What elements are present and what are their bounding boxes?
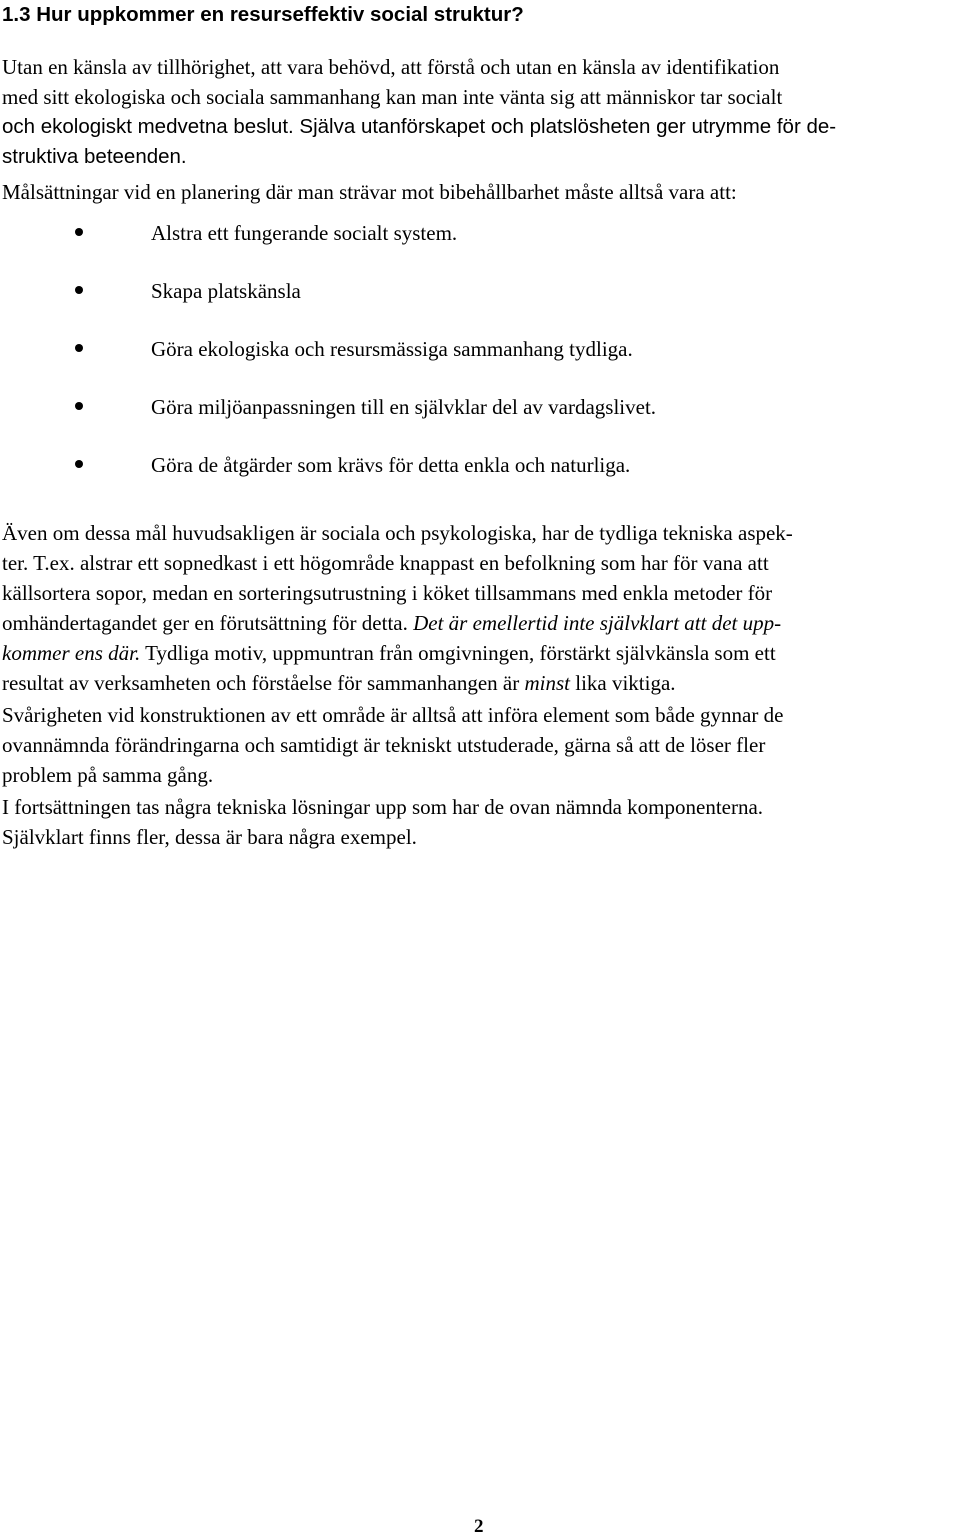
text-line: med sitt ekologiska och sociala sammanhang kan man inte vänta sig att människor tar socialt	[2, 85, 783, 109]
bullet-icon	[75, 402, 83, 410]
text-run: resultat av verksamheten och förståelse för sammanhangen är	[2, 671, 525, 695]
italic-text-run: minst	[524, 671, 570, 695]
text-run: omhändertagandet ger en förutsättning för detta.	[2, 611, 414, 635]
text-line: och ekologiskt medvetna beslut. Själva utanförskapet och platslösheten ger utrymme för de-	[2, 115, 837, 138]
text-line: ter. T.ex. alstrar ett sopnedkast i ett högområde knappast en befolkning som har för vana att	[2, 551, 769, 575]
page-number: 2	[474, 1516, 484, 1537]
text-line: ovannämnda förändringarna och samtidigt är tekniskt utstuderade, gärna så att de löser fler	[2, 733, 766, 757]
list-item	[0, 276, 960, 334]
text-line	[2, 668, 956, 698]
list-item	[0, 450, 960, 508]
bullet-icon	[75, 460, 83, 468]
goals-intro-paragraph	[2, 177, 956, 207]
difficulty-paragraph	[2, 700, 956, 790]
text-line: problem på samma gång.	[2, 763, 214, 787]
text-line: struktiva beteenden.	[2, 145, 187, 168]
list-item-text: Alstra ett fungerande socialt system.	[151, 221, 458, 245]
text-line: Självklart finns fler, dessa är bara några exempel.	[2, 825, 417, 849]
section-heading: 1.3 Hur uppkommer en resurseffektiv social struktur?	[2, 3, 524, 26]
italic-text-run: kommer ens där.	[2, 641, 141, 665]
list-item	[0, 392, 960, 450]
intro-paragraph	[2, 52, 956, 172]
text-line: I fortsättningen tas några tekniska lösningar upp som har de ovan nämnda komponenterna.	[2, 795, 764, 819]
list-item-text: Göra ekologiska och resursmässiga sammanhang tydliga.	[151, 337, 633, 361]
text-run: Tydliga motiv, uppmuntran från omgivningen, förstärkt självkänsla som ett	[140, 641, 776, 665]
list-item-text: Skapa platskänsla	[151, 279, 301, 303]
text-line: Målsättningar vid en planering där man strävar mot bibehållbarhet måste alltså vara att:	[2, 180, 737, 204]
text-line: Även om dessa mål huvudsakligen är sociala och psykologiska, har de tydliga tekniska aspek-	[2, 521, 793, 545]
text-line: källsortera sopor, medan en sorteringsutrustning i köket tillsammans med enkla metoder för	[2, 581, 773, 605]
list-item-text: Göra miljöanpassningen till en självklar del av vardagslivet.	[151, 395, 657, 419]
continuation-paragraph	[2, 792, 956, 852]
list-item-text: Göra de åtgärder som krävs för detta enkla och naturliga.	[151, 453, 631, 477]
text-line	[2, 608, 956, 638]
bullet-icon	[75, 344, 83, 352]
text-line: Utan en känsla av tillhörighet, att vara behövd, att förstå och utan en känsla av identifikation	[2, 55, 780, 79]
text-line	[2, 638, 956, 668]
bullet-icon	[75, 228, 83, 236]
goals-list	[0, 218, 960, 508]
list-item	[0, 334, 960, 392]
list-item	[0, 218, 960, 276]
aspects-paragraph	[2, 518, 956, 698]
italic-text-run: Det är emellertid inte självklart att det upp-	[413, 611, 782, 635]
text-line: Svårigheten vid konstruktionen av ett område är alltså att införa element som både gynnar de	[2, 703, 784, 727]
text-run: lika viktiga.	[569, 671, 676, 695]
bullet-icon	[75, 286, 83, 294]
